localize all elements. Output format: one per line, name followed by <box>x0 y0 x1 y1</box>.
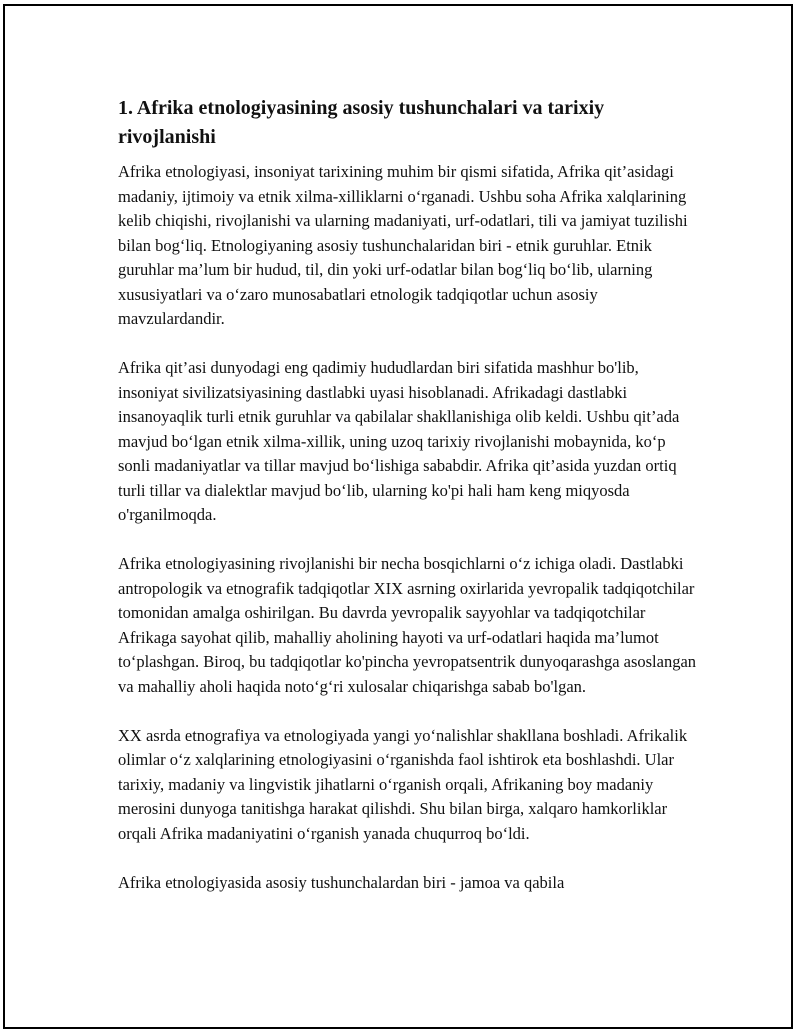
paragraph-3: Afrika etnologiyasining rivojlanishi bir necha bosqichlarni o‘z ichiga oladi. Dastlabki antropologik va etnografik tadqiqotlar XIX asrning oxirlarida yevropalik tadqiqotchilar tomonidan amalga oshirilgan. Bu davrda yevropalik sayyohlar va tadqiqotchilar Afrikaga sayohat qilib, mahalliy aholining hayoti va urf-odatlari haqida ma’lumot to‘plashgan. Biroq, bu tadqiqotlar ko'pincha yevropatsentrik dunyoqarashga asoslangan va mahalliy aholi haqida noto‘g‘ri xulosalar chiqarishga sabab bo'lgan. <box>118 554 697 696</box>
document-body <box>118 94 698 920</box>
paragraph-2: Afrika qit’asi dunyodagi eng qadimiy hududlardan biri sifatida mashhur bo'lib, insoniyat sivilizatsiyasining dastlabki uyasi hisoblanadi. Afrikadagi dastlabki insanoyaqlik turli etnik guruhlar va qabilalar shakllanishiga olib keldi. Ushbu qit’ada mavjud bo‘lgan etnik xilma-xillik, uning uzoq tarixiy rivojlanishi mobaynida, ko‘p sonli madaniyatlar va tillar mavjud bo‘lishiga sababdir. Afrika qit’asida yuzdan ortiq turli tillar va dialektlar mavjud bo‘lib, ularning ko'pi hali ham keng miqyosda o'rganilmoqda. <box>118 358 680 524</box>
paragraph-4: XX asrda etnografiya va etnologiyada yangi yo‘nalishlar shakllana boshladi. Afrikalik olimlar o‘z xalqlarining etnologiyasini o‘rganishda faol ishtirok eta boshlashdi. Ular tarixiy, madaniy va lingvistik jihatlarni o‘rganish orqali, Afrikaning boy madaniy merosini dunyoga tanitishga harakat qilishdi. Shu bilan birga, xalqaro hamkorliklar orqali Afrika madaniyatini o‘rganish yanada chuqurroq bo‘ldi. <box>118 725 688 843</box>
section-heading: 1. Afrika etnologiyasining asosiy tushunchalari va tarixiy rivojlanishi <box>118 97 605 148</box>
paragraph-1: Afrika etnologiyasi, insoniyat tarixining muhim bir qismi sifatida, Afrika qit’asidagi madaniy, ijtimoiy va etnik xilma-xilliklarni o‘rganadi. Ushbu soha Afrika xalqlarining kelib chiqishi, rivojlanishi va ularning madaniyati, urf-odatlari, tili va jamiyat tuzilishi bilan bog‘liq. Etnologiyaning asosiy tushunchalaridan biri - etnik guruhlar. Etnik guruhlar ma’lum bir hudud, til, din yoki urf-odatlar bilan bog‘liq bo‘lib, ularning xususiyatlari va o‘zaro munosabatlari etnologik tadqiqotlar uchun asosiy mavzulardandir. <box>118 162 688 328</box>
paragraph-5: Afrika etnologiyasida asosiy tushunchalardan biri - jamoa va qabila <box>118 872 565 892</box>
